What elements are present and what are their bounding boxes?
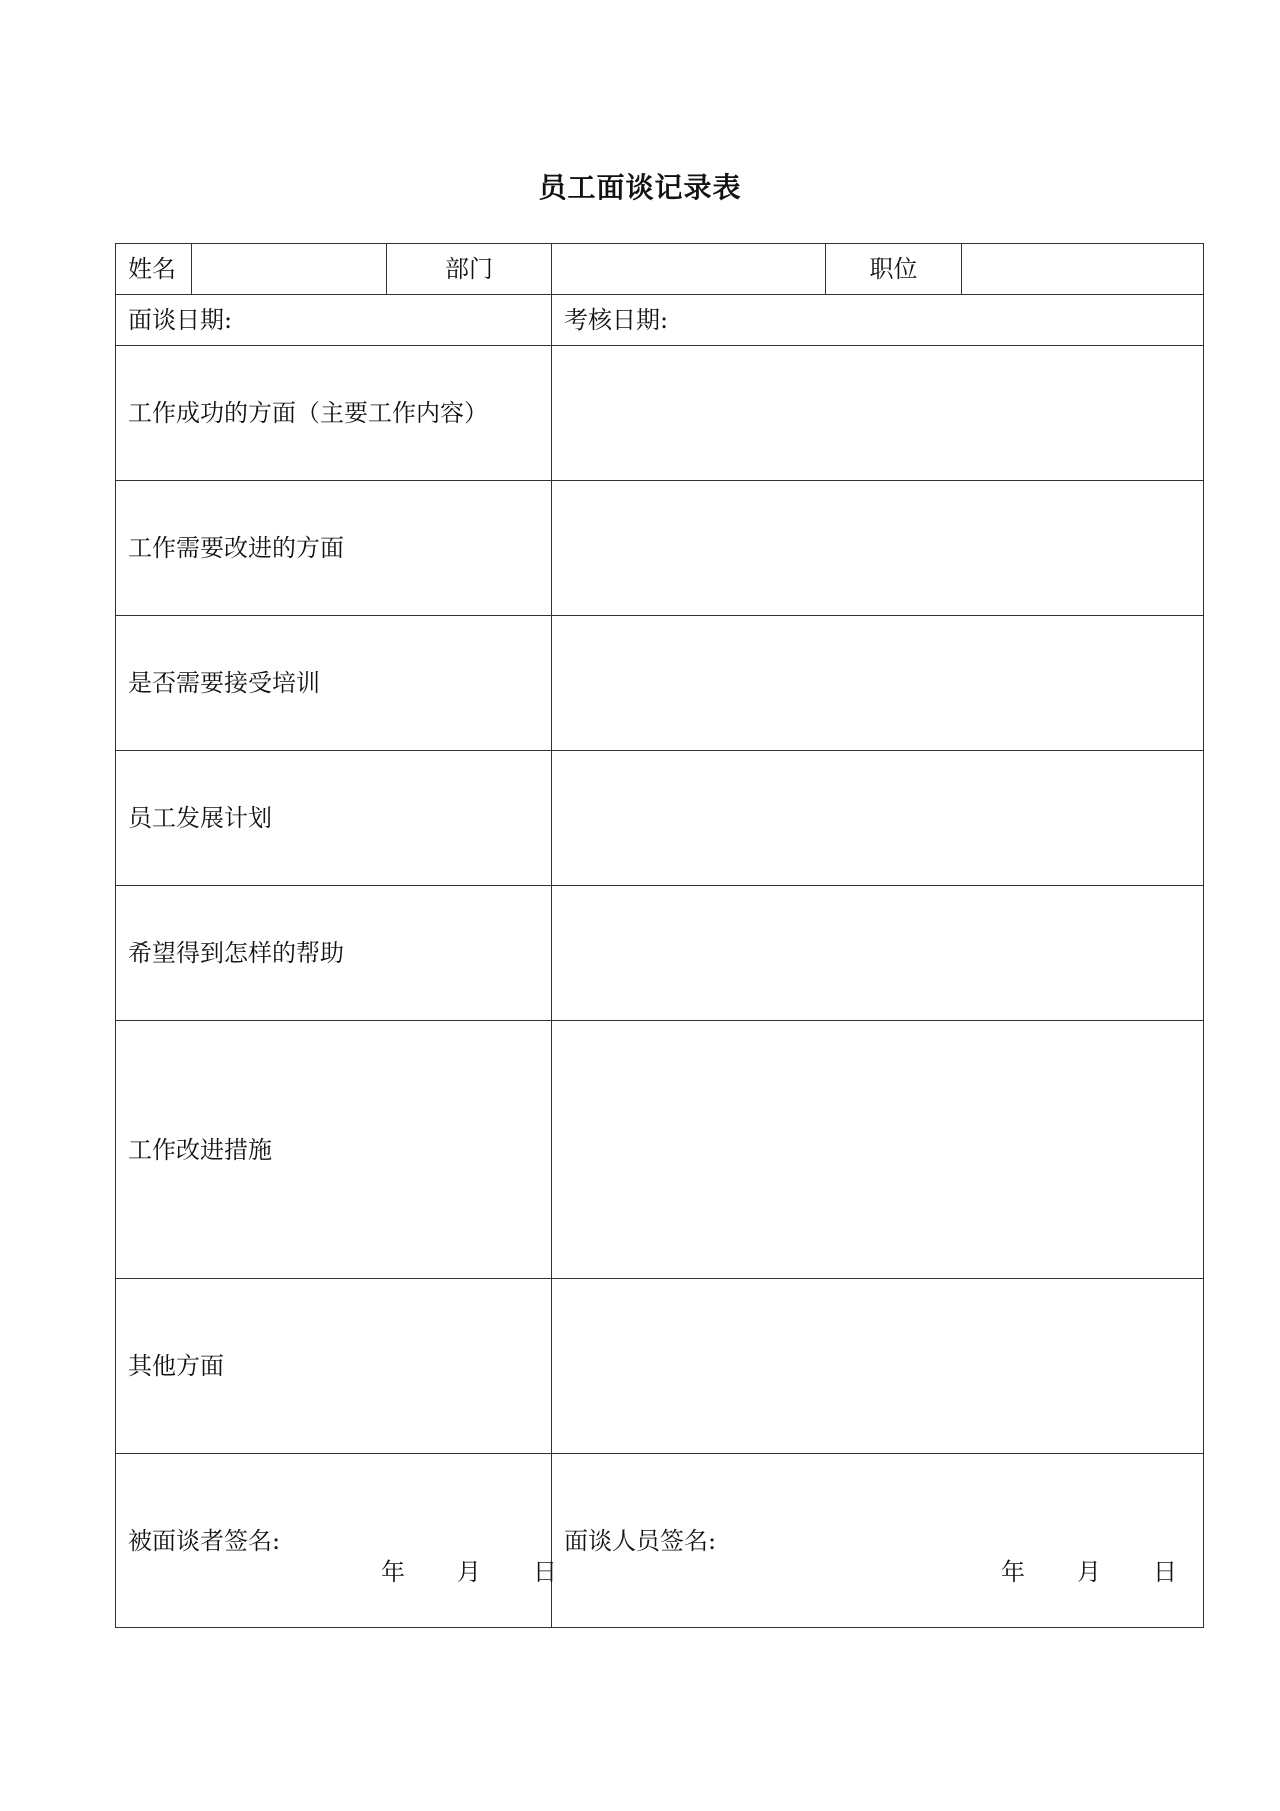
page-title: 员工面谈记录表: [538, 171, 742, 204]
signature-row: [116, 1454, 1204, 1628]
position-field[interactable]: [962, 244, 1204, 295]
section-row: [116, 886, 1204, 1021]
dates-row: [116, 295, 1204, 346]
section-field-improvement-measures[interactable]: [552, 1021, 1204, 1279]
interviewee-date-month: 月: [457, 1558, 482, 1586]
section-label-improvements: 工作需要改进的方面: [116, 481, 552, 616]
section-label-improvement-measures: 工作改进措施: [116, 1021, 552, 1279]
review-date-field[interactable]: 考核日期:: [552, 295, 1204, 346]
section-row: [116, 346, 1204, 481]
section-field-other[interactable]: [552, 1279, 1204, 1454]
section-label-training: 是否需要接受培训: [116, 616, 552, 751]
interview-record-table: [115, 243, 1204, 1628]
interviewer-date-day: 日: [1153, 1558, 1178, 1586]
name-label: 姓名: [116, 244, 192, 295]
interviewer-date-month: 月: [1077, 1558, 1102, 1586]
section-field-improvements[interactable]: [552, 481, 1204, 616]
section-label-help-wanted: 希望得到怎样的帮助: [116, 886, 552, 1021]
interviewee-date-day: 日: [533, 1558, 558, 1586]
section-label-successes: 工作成功的方面（主要工作内容）: [116, 346, 552, 481]
section-field-help-wanted[interactable]: [552, 886, 1204, 1021]
department-label: 部门: [387, 244, 552, 295]
interviewer-signature-field[interactable]: [552, 1454, 1204, 1628]
section-row: [116, 616, 1204, 751]
section-label-other: 其他方面: [116, 1279, 552, 1454]
interviewee-date-year: 年: [381, 1558, 406, 1586]
name-field[interactable]: [192, 244, 387, 295]
section-field-development-plan[interactable]: [552, 751, 1204, 886]
interviewee-date-line: [320, 1527, 557, 1617]
interviewee-signature-field[interactable]: [116, 1454, 558, 1628]
section-row: [116, 751, 1204, 886]
interviewer-date-line: [940, 1527, 1177, 1617]
position-label: 职位: [826, 244, 962, 295]
section-row: [116, 1279, 1204, 1454]
interviewee-signature-label: 被面谈者签名:: [128, 1526, 281, 1555]
header-row: [116, 244, 1204, 295]
department-field[interactable]: [552, 244, 826, 295]
section-label-development-plan: 员工发展计划: [116, 751, 552, 886]
section-row: [116, 1021, 1204, 1279]
section-row: [116, 481, 1204, 616]
interviewer-date-year: 年: [1001, 1558, 1026, 1586]
section-field-successes[interactable]: [552, 346, 1204, 481]
interviewer-signature-label: 面谈人员签名:: [564, 1526, 717, 1555]
interview-date-field[interactable]: 面谈日期:: [116, 295, 552, 346]
section-field-training[interactable]: [552, 616, 1204, 751]
